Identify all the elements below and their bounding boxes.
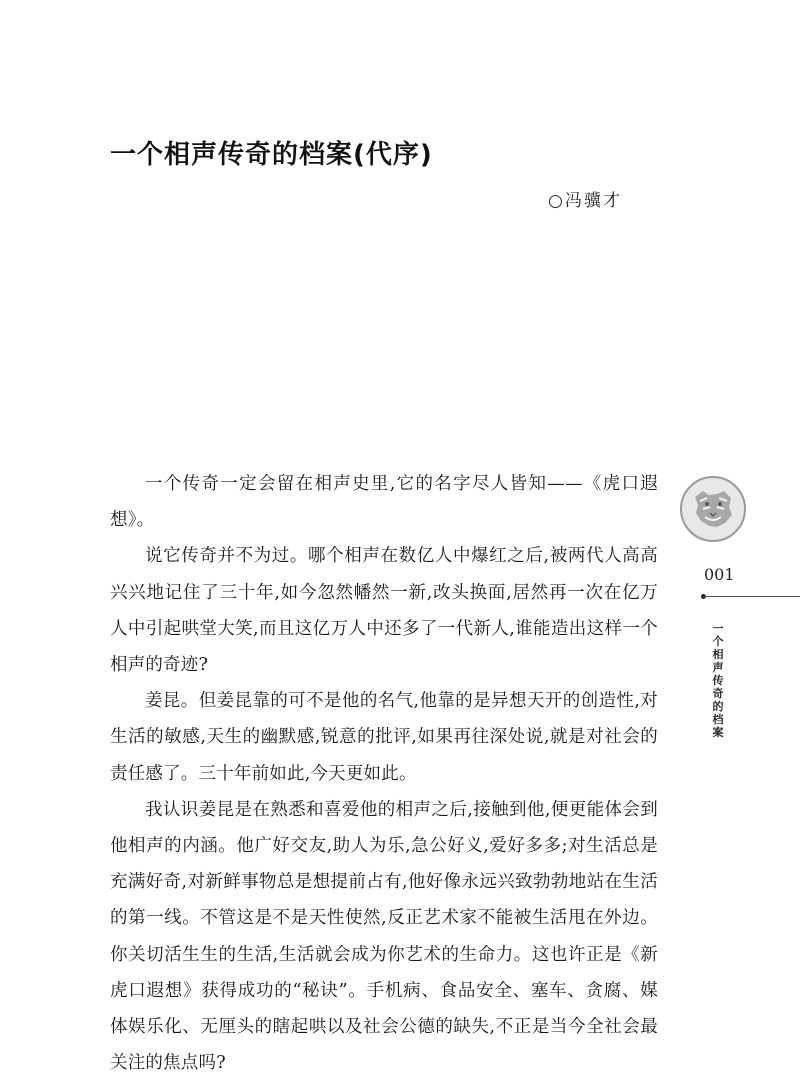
running-head: 一个相声传奇的档案 (712, 622, 724, 739)
page-title: 一个相声传奇的档案(代序) (110, 140, 433, 170)
paragraph: 姜昆。但姜昆靠的可不是他的名气,他靠的是异想天开的创造性,对生活的敏感,天生的幽默感,锐意的批评,如果再往深处说,就是对社会的责任感了。三十年前如此,今天更如此。 (110, 691, 658, 784)
author-byline: ○冯骥才 (548, 191, 622, 211)
paragraph: 我认识姜昆是在熟悉和喜爱他的相声之后,接触到他,便更能体会到他相声的内涵。他广好交友,助人为乐,急公好义,爱好多多;对生活总是充满好奇,对新鲜事物总是想提前占有,他好像永远兴致勃勃地站在生活的第一线。不管这是不是天性使然,反正艺术家不能被生活甩在外边。你关切活生生的生活,生活就会成为你艺术的生命力。这也许正是《新虎口遐想》获得成功的“秘诀”。手机病、食品安全、塞车、贪腐、媒体娱乐化、无厘头的瞎起哄以及社会公德的缺失,不正是当今全社会最关注的焦点吗? (110, 799, 658, 1074)
paragraph: 一个传奇一定会留在相声史里,它的名字尽人皆知——《虎口遐想》。 (110, 474, 658, 531)
tiger-head-icon (680, 476, 746, 542)
page-rule (703, 596, 800, 597)
body-text (110, 466, 658, 1081)
paragraph: 说它传奇并不为过。哪个相声在数亿人中爆红之后,被两代人高高兴兴地记住了三十年,如今忽然幡然一新,改头换面,居然再一次在亿万人中引起哄堂大笑,而且这亿万人中还多了一代新人,谁能造出这样一个相声的奇迹? (110, 546, 658, 676)
page-number: 001 (704, 565, 735, 584)
